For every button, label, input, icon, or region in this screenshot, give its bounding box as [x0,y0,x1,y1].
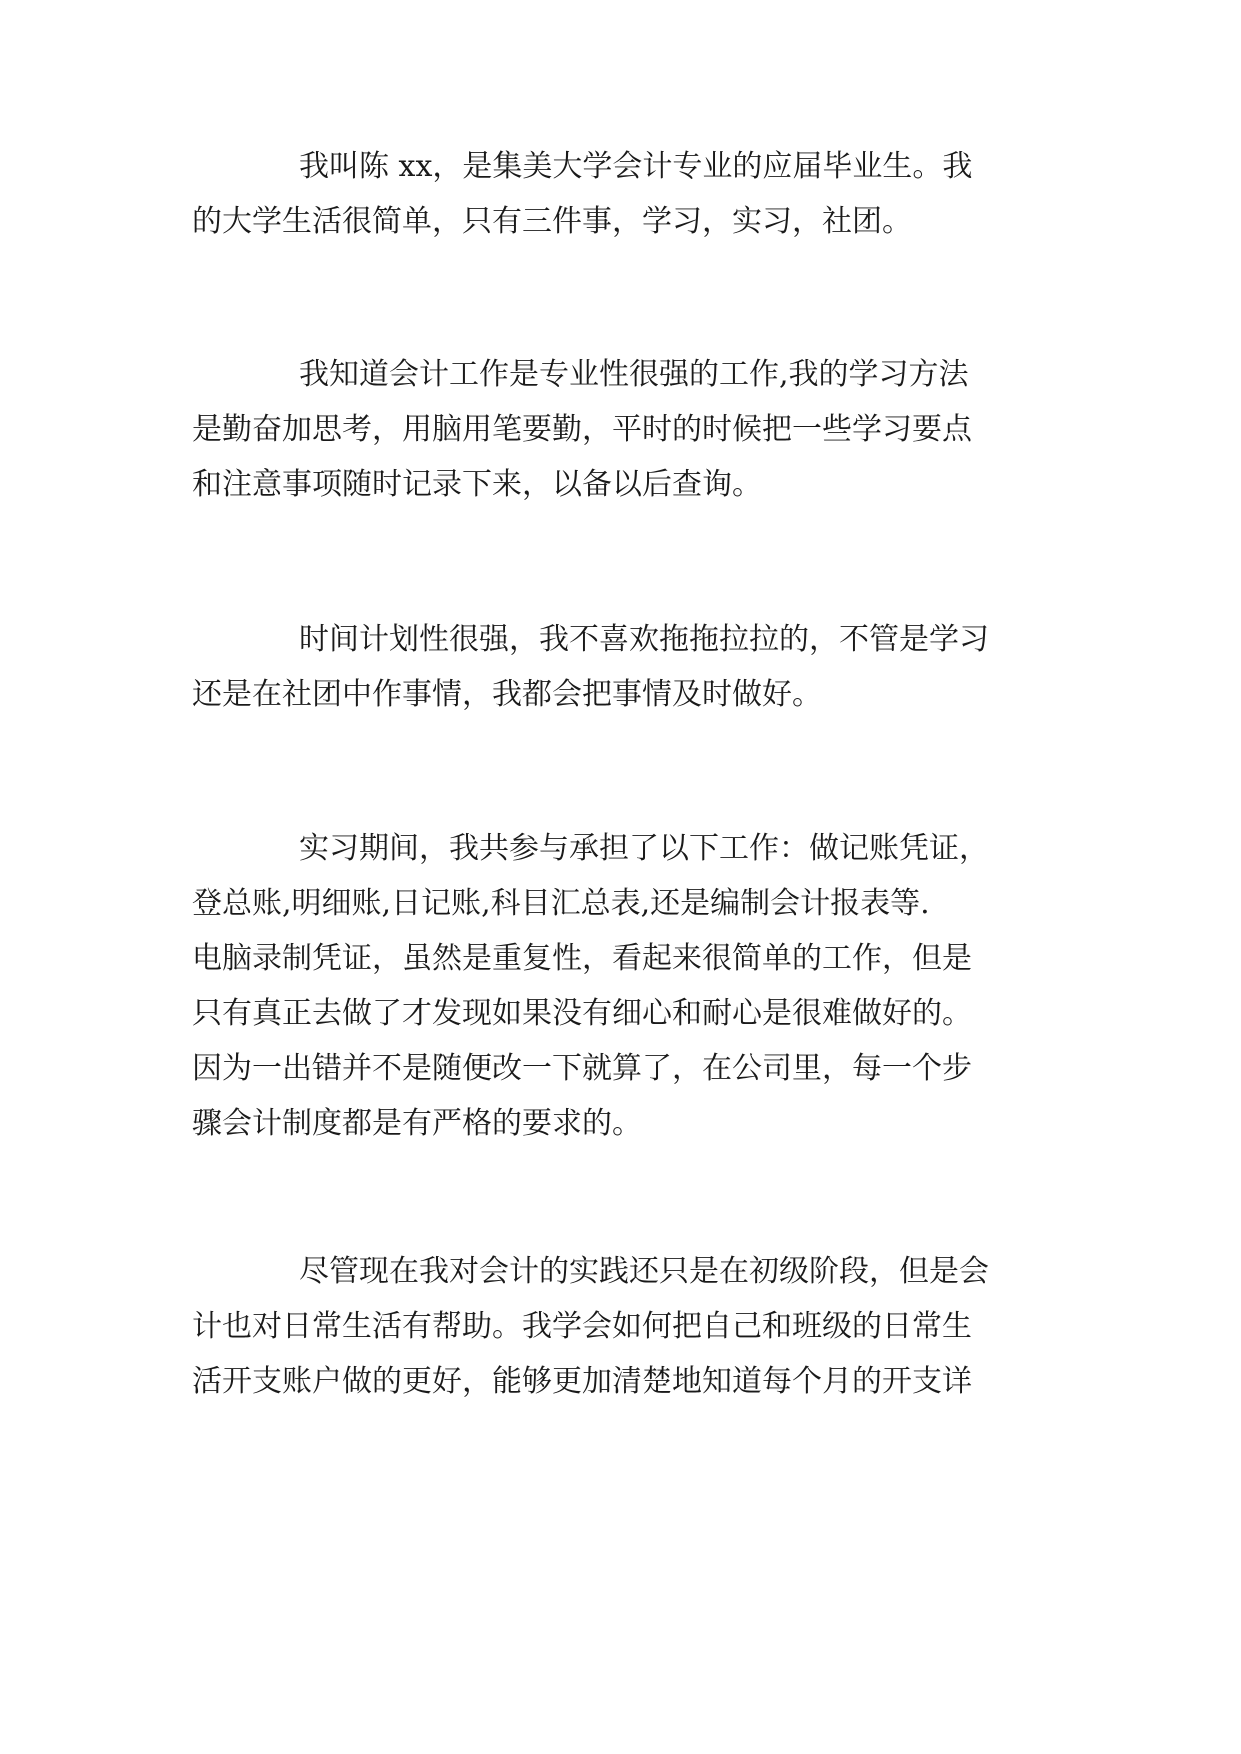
paragraph-line: 活开支账户做的更好，能够更加清楚地知道每个月的开支详 [192,1364,972,1399]
paragraph-line: 是勤奋加思考，用脑用笔要勤，平时的时候把一些学习要点 [192,412,972,447]
paragraph-line: 只有真正去做了才发现如果没有细心和耐心是很难做好的。 [192,996,972,1031]
paragraph-line: 骤会计制度都是有严格的要求的。 [192,1106,642,1141]
paragraph-line: 电脑录制凭证，虽然是重复性，看起来很简单的工作，但是 [192,941,972,976]
paragraph-line: 和注意事项随时记录下来，以备以后查询。 [192,467,762,502]
paragraph-line: 实习期间，我共参与承担了以下工作：做记账凭证， [299,831,989,866]
paragraph-line: 因为一出错并不是随便改一下就算了，在公司里，每一个步 [192,1051,972,1086]
paragraph-line: 我知道会计工作是专业性很强的工作,我的学习方法 [299,357,969,392]
paragraph-line: 还是在社团中作事情，我都会把事情及时做好。 [192,677,822,712]
paragraph-line: 登总账,明细账,日记账,科目汇总表,还是编制会计报表等. [192,886,930,921]
paragraph-line: 的大学生活很简单，只有三件事，学习，实习，社团。 [192,204,912,239]
paragraph-line: 我叫陈 xx，是集美大学会计专业的应届毕业生。我 [299,149,973,184]
paragraph-line: 尽管现在我对会计的实践还只是在初级阶段，但是会 [299,1254,989,1289]
paragraph-line: 时间计划性很强，我不喜欢拖拖拉拉的，不管是学习 [299,622,989,657]
paragraph-line: 计也对日常生活有帮助。我学会如何把自己和班级的日常生 [192,1309,972,1344]
